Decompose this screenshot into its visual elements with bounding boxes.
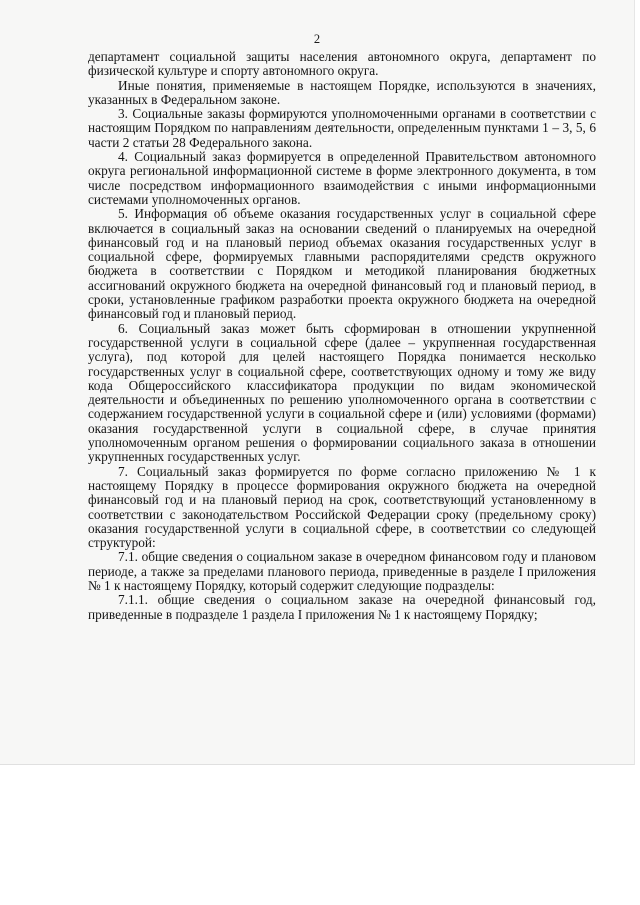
paragraph-5: 5. Информация об объеме оказания государственных услуг в социальной сфере включается в социальный заказ на основании сведений о планируемых на очередной финансовый год и на плановый период объемах оказания государственных услуг в социальной сфере, формируемых главными распорядителями средств окружного бюджета в соответствии с Порядком и методикой планирования бюджетных ассигнований окружного бюджета на очередной финансовый год и плановый период, в сроки, установленные графиком разработки проекта окружного бюджета на очередной финансовый год и плановый период.: [88, 206, 596, 322]
paragraph-definitions: Иные понятия, применяемые в настоящем Порядке, используются в значениях, указанных в Федеральном законе.: [88, 77, 596, 107]
paragraph-4: 4. Социальный заказ формируется в определенной Правительством автономного округа региональной информационной системе в форме электронного документа, в том числе посредством информационного взаимодействия с иными информационными системами уполномоченных органов.: [88, 149, 596, 207]
page-number: 2: [313, 32, 321, 46]
paragraph-continuation: департамент социальной защиты населения автономного округа, департамент по физической культуре и спорту автономного округа.: [88, 49, 596, 79]
paragraph-6: 6. Социальный заказ может быть сформирован в отношении укрупненной государственной услуги в социальной сфере (далее – укрупненная государственная услуга), под которой для целей настоящего Порядка понимается несколько государственных услуг в социальной сфере, соответствующих одному и тому же виду кода Общероссийского классификатора продукции по видам экономической деятельности и объединенных по решению уполномоченного органа в соответствии с содержанием государственной услуги в социальной сфере и (или) условиями (формами) оказания государственной услуги в социальной сфере, в случае принятия уполномоченным органом решения о формировании социального заказа в отношении укрупненных государственных услуг.: [88, 320, 596, 465]
paragraph-3: 3. Социальные заказы формируются уполномоченными органами в соответствии с настоящим Порядком по направлениям деятельности, определенным пунктами 1 – 3, 5, 6 части 2 статьи 28 Федерального закона.: [88, 106, 596, 150]
paragraph-7-1: 7.1. общие сведения о социальном заказе в очередном финансовом году и плановом периоде, а также за пределами планового периода, приведенные в разделе I приложения № 1 к настоящему Порядку, который содержит следующие подразделы:: [88, 549, 596, 593]
document-body: [88, 50, 596, 622]
paragraph-7: 7. Социальный заказ формируется по форме согласно приложению № 1 к настоящему Порядку в процессе формирования окружного бюджета на очередной финансовый год и на плановый период на срок, соответствующий установленному в соответствии с законодательством Российской Федерации сроку (предельному сроку) оказания государственной услуги в социальной сфере, в соответствии со следующей структурой:: [88, 463, 596, 551]
paragraph-7-1-1: 7.1.1. общие сведения о социальном заказе на очередной финансовый год, приведенные в подразделе 1 раздела I приложения № 1 к настоящему Порядку;: [88, 592, 596, 622]
